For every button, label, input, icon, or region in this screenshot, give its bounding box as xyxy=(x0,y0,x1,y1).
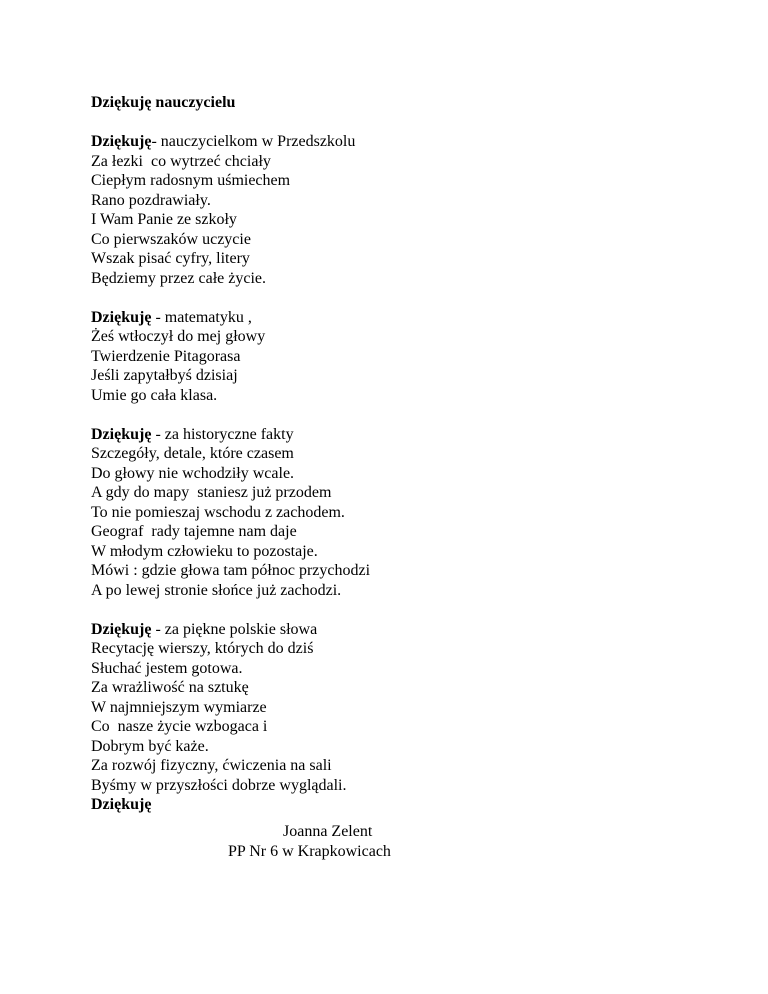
poem-line: Jeśli zapytałbyś dzisiaj xyxy=(91,367,238,384)
poem-line: Będziemy przez całe życie. xyxy=(91,269,266,287)
stanza-lead-word: Dziękuję xyxy=(91,620,152,638)
stanza-lead-word: Dziękuję xyxy=(91,425,152,443)
poem-line: Umie go cała klasa. xyxy=(91,386,218,404)
stanza-lead-word: Dziękuję xyxy=(91,308,152,326)
closing-word: Dziękuję xyxy=(91,796,152,813)
stanza-lead-rest: - za historyczne fakty xyxy=(151,425,294,443)
poem-line: A po lewej stronie słońce już zachodzi. xyxy=(91,581,342,599)
poem-line: I Wam Panie ze szkoły xyxy=(91,211,237,228)
poem-line: Geograf rady tajemne nam daje xyxy=(91,523,297,540)
stanza xyxy=(91,425,711,601)
poem-line: Żeś wtłoczył do mej głowy xyxy=(91,328,266,345)
stanza xyxy=(91,620,711,815)
stanza-list xyxy=(91,132,711,815)
author-organization: PP Nr 6 w Krapkowicach xyxy=(228,843,391,860)
poem-line: To nie pomieszaj wschodu z zachodem. xyxy=(91,503,345,521)
poem-line: Wszak pisać cyfry, litery xyxy=(91,250,250,267)
poem-body xyxy=(91,93,711,834)
poem-line: W młodym człowieku to pozostaje. xyxy=(91,542,318,560)
poem-line: W najmniejszym wymiarze xyxy=(91,698,267,716)
stanza-lead-rest: - matematyku , xyxy=(151,308,252,326)
stanza xyxy=(91,308,711,406)
stanza-lead-rest: - za piękne polskie słowa xyxy=(151,620,318,638)
poem-line: A gdy do mapy staniesz już przodem xyxy=(91,484,332,501)
stanza-first-line xyxy=(91,425,711,445)
poem-line: Za wrażliwość na sztukę xyxy=(91,679,249,696)
poem-line: Do głowy nie wchodziły wcale. xyxy=(91,464,295,482)
poem-line: Za łezki co wytrzeć chciały xyxy=(91,152,271,170)
poem-line: Rano pozdrawiały. xyxy=(91,191,211,209)
poem-line: Mówi : gdzie głowa tam północ przychodzi xyxy=(91,562,371,579)
poem-line: Za rozwój fizyczny, ćwiczenia na sali xyxy=(91,757,332,774)
poem-line: Ciepłym radosnym uśmiechem xyxy=(91,172,291,189)
stanza-first-line xyxy=(91,308,711,328)
poem-line: Twierdzenie Pitagorasa xyxy=(91,347,241,365)
poem-line: Co nasze życie wzbogaca i xyxy=(91,718,268,735)
poem-line: Szczegóły, detale, które czasem xyxy=(91,445,294,462)
stanza xyxy=(91,132,711,288)
author-name: Joanna Zelent xyxy=(283,823,373,840)
poem-line: Dobrym być każe. xyxy=(91,737,209,755)
poem-line: Co pierwszaków uczycie xyxy=(91,230,251,248)
poem-line: Recytację wierszy, których do dziś xyxy=(91,640,314,657)
poem-line: Słuchać jestem gotowa. xyxy=(91,659,243,677)
stanza-first-line xyxy=(91,620,711,640)
poem-title: Dziękuję nauczycielu xyxy=(91,94,236,111)
stanza-first-line xyxy=(91,132,711,152)
stanza-lead-word: Dziękuję xyxy=(91,133,152,150)
stanza-lead-rest: - nauczycielkom w Przedszkolu xyxy=(151,133,356,150)
poem-line: Byśmy w przyszłości dobrze wyglądali. xyxy=(91,776,347,794)
